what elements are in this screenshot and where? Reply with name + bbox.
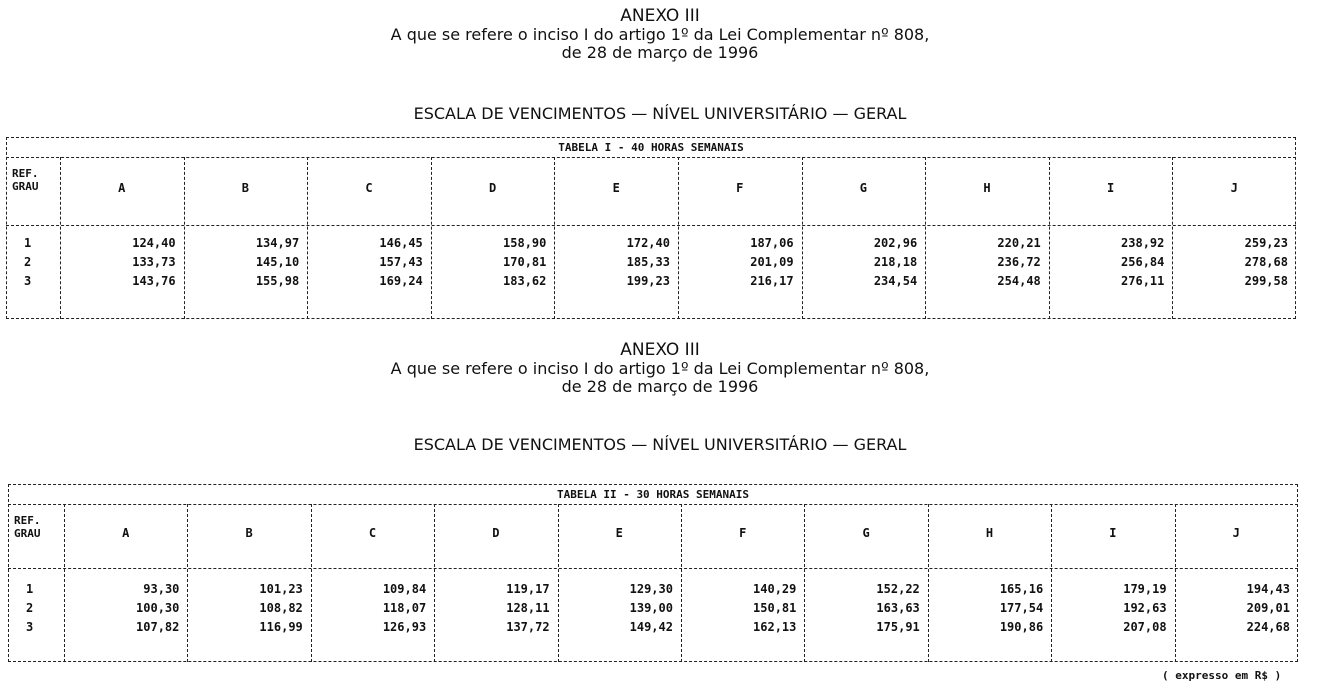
law-reference-line-1: A que se refere o inciso I do artigo 1º da Lei Complementar nº 808, [390,25,930,44]
salary-cell: 93,30 [143,582,180,596]
salary-cell: 172,40 [626,236,670,250]
salary-cell: 183,62 [503,274,547,288]
caption-divider [6,157,1296,158]
column-header-e: E [615,526,623,540]
table-frame [8,484,1298,662]
column-header-a: A [122,526,130,540]
salary-cell: 128,11 [506,601,550,615]
column-header-i: I [1109,526,1117,540]
salary-cell: 278,68 [1244,255,1288,269]
table-caption: TABELA I - 40 HORAS SEMANAIS [558,141,744,154]
salary-cell: 149,42 [629,620,673,634]
currency-footnote: ( expresso em R$ ) [1162,669,1282,682]
salary-cell: 199,23 [626,274,670,288]
salary-cell: 145,10 [255,255,300,269]
salary-cell: 109,84 [382,582,427,596]
salary-cell: 299,58 [1244,274,1288,288]
salary-cell: 143,76 [132,274,176,288]
salary-cell: 218,18 [873,255,918,269]
salary-cell: 216,17 [750,274,794,288]
salary-cell: 190,86 [999,620,1044,634]
salary-cell: 170,81 [503,255,547,269]
annex-title: ANEXO III [620,6,700,26]
salary-cell: 108,82 [259,601,303,615]
annex-title: ANEXO III [620,340,700,360]
ref-label: REF. [14,514,41,527]
salary-cell: 179,19 [1123,582,1167,596]
column-header-g: G [862,526,870,540]
salary-cell: 220,21 [997,236,1041,250]
column-header-h: H [983,181,991,195]
salary-cell: 155,98 [255,274,300,288]
salary-cell: 118,07 [382,601,427,615]
caption-divider [8,504,1298,505]
column-header-c: C [365,181,373,195]
salary-cell: 124,40 [132,236,176,250]
law-reference-line-2: de 28 de março de 1996 [561,43,759,62]
grau-label: GRAU [14,527,41,540]
salary-cell: 175,91 [876,620,920,634]
salary-cell: 119,17 [506,582,550,596]
table-caption: TABELA II - 30 HORAS SEMANAIS [556,488,750,501]
salary-cell: 157,43 [379,255,423,269]
salary-cell: 256,84 [1121,255,1165,269]
header-divider [6,225,1296,226]
salary-cell: 238,92 [1121,236,1165,250]
salary-cell: 236,72 [997,255,1041,269]
column-header-i: I [1106,181,1115,195]
grau-row-label: 3 [26,620,34,634]
scale-title: ESCALA DE VENCIMENTOS — NÍVEL UNIVERSITÁRIO — GERAL [413,104,907,123]
grau-label: GRAU [12,180,39,193]
grau-row-label: 1 [24,236,32,250]
salary-cell: 139,00 [629,601,673,615]
salary-cell: 137,72 [506,620,550,634]
grau-row-label: 2 [26,601,34,615]
column-header-j: J [1230,181,1238,195]
grau-row-label: 1 [26,582,34,596]
grau-row-label: 3 [24,274,32,288]
column-header-c: C [368,526,377,540]
column-header-f: F [736,181,744,195]
salary-cell: 224,68 [1246,620,1290,634]
column-header-g: G [859,181,867,195]
salary-cell: 254,48 [997,274,1041,288]
salary-cell: 140,29 [753,582,797,596]
grau-row-label: 2 [24,255,32,269]
ref-grau-header [12,167,39,193]
salary-cell: 201,09 [750,255,794,269]
salary-cell: 276,11 [1121,274,1165,288]
salary-cell: 152,22 [876,582,920,596]
salary-cell: 192,63 [1123,601,1167,615]
column-header-d: D [488,181,497,195]
column-header-a: A [118,181,126,195]
scale-title: ESCALA DE VENCIMENTOS — NÍVEL UNIVERSITÁRIO — GERAL [413,435,907,454]
salary-cell: 209,01 [1246,601,1290,615]
salary-cell: 116,99 [259,620,303,634]
salary-table-30h [8,484,1298,662]
salary-cell: 194,43 [1246,582,1290,596]
salary-cell: 187,06 [750,236,794,250]
salary-cell: 234,54 [873,274,918,288]
column-header-b: B [241,181,249,195]
salary-cell: 163,63 [876,601,920,615]
column-header-d: D [492,526,500,540]
salary-cell: 133,73 [132,255,176,269]
header-divider [8,568,1298,569]
salary-cell: 158,90 [503,236,547,250]
salary-cell: 259,23 [1244,236,1288,250]
salary-cell: 134,97 [255,236,300,250]
law-reference-line-1: A que se refere o inciso I do artigo 1º da Lei Complementar nº 808, [390,359,930,378]
salary-cell: 207,08 [1123,620,1167,634]
ref-label: REF. [12,167,39,180]
ref-grau-header [14,514,41,540]
salary-cell: 162,13 [753,620,797,634]
law-reference-line-2: de 28 de março de 1996 [561,377,759,396]
salary-cell: 185,33 [626,255,670,269]
annex-header-2 [0,340,1320,396]
table-frame [6,137,1296,319]
column-header-e: E [612,181,620,195]
salary-cell: 107,82 [136,620,180,634]
salary-cell: 100,30 [136,601,180,615]
salary-cell: 101,23 [259,582,303,596]
salary-cell: 146,45 [379,236,423,250]
salary-cell: 165,16 [999,582,1044,596]
salary-cell: 150,81 [753,601,797,615]
column-header-j: J [1232,526,1240,540]
salary-cell: 177,54 [999,601,1044,615]
salary-cell: 169,24 [379,274,423,288]
salary-table-40h [6,137,1296,319]
column-header-b: B [245,526,253,540]
salary-cell: 129,30 [629,582,673,596]
annex-header-1 [0,6,1320,62]
salary-cell: 202,96 [873,236,918,250]
column-header-f: F [739,526,747,540]
salary-cell: 126,93 [382,620,427,634]
column-header-h: H [985,526,994,540]
